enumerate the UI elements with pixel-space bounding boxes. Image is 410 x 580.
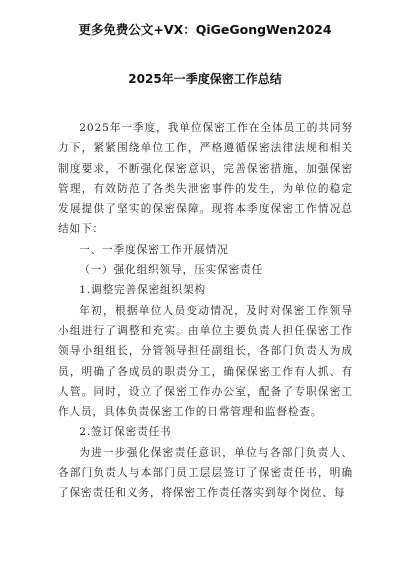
promo-banner: 更多免费公文+VX：QiGeGongWen2024 bbox=[78, 22, 332, 37]
document-title: 2025年一季度保密工作总结 bbox=[128, 72, 282, 86]
section-heading: 一、一季度保密工作开展情况 bbox=[79, 243, 229, 256]
section-heading: 1.调整完善保密组织架构 bbox=[79, 284, 207, 297]
section-heading: 2.签订保密责任书 bbox=[79, 426, 172, 439]
body-paragraph: 2025年一季度，我单位保密工作在全体员工的共同努力下，紧紧围绕单位工作，严格遵循保密法律法规和相关制度要求，不断强化保密意识，完善保密措施，加强保密管理，有效防范了各类失泄密事件的发生，为单位的稳定发展提供了坚实的保密保障。现将本季度保密工作情况总结如下： bbox=[58, 122, 353, 236]
body-paragraph: 为进一步强化保密责任意识，单位与各部门负责人、各部门负责人与本部门员工层层签订了保密责任书，明确了保密责任和义务，将保密工作责任落实到每个岗位、每 bbox=[58, 446, 353, 500]
body-paragraph: 年初，根据单位人员变动情况，及时对保密工作领导小组进行了调整和充实。由单位主要负责人担任保密工作领导小组组长，分管领导担任副组长，各部门负责人为成员，明确了各成员的职责分工，确保保密工作有人抓、有人管。同时，设立了保密工作办公室，配备了专职保密工作人员，具体负责保密工作的日常管理和监督检查。 bbox=[58, 304, 353, 419]
section-heading: （一）强化组织领导，压实保密责任 bbox=[79, 264, 264, 277]
document-body bbox=[58, 118, 353, 504]
